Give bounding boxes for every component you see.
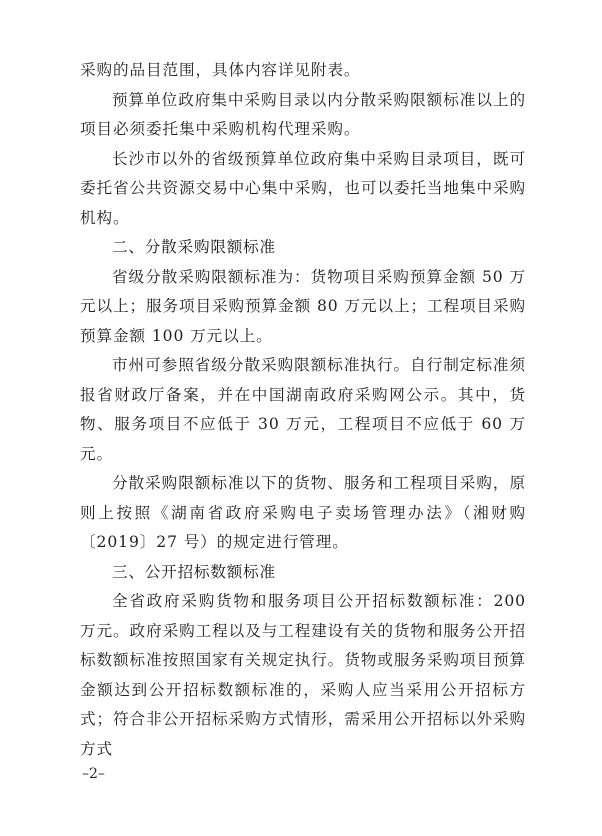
paragraph-4: 省级分散采购限额标准为：货物项目采购预算金额 50 万元以上；服务项目采购预算金额 80 万元以上；工程项目采购预算金额 100 万元以上。 xyxy=(80,267,526,345)
section-heading-2: 二、分散采购限额标准 xyxy=(112,238,276,256)
paragraph-7: 全省政府采购货物和服务项目公开招标数额标准：200 万元。政府采购工程以及与工程建设有关的货物和服务公开招标数额标准按照国家有关规定执行。货物或服务采购项目预算金额达到公开招标数额标准的，采购人应当采用公开招标方式；符合非公开招标采购方式情形，需采用公开招标以外采购方式 xyxy=(80,592,526,758)
paragraph-2: 预算单位政府集中采购目录以内分散采购限额标准以上的项目必须委托集中采购机构代理采购。 xyxy=(80,90,526,138)
section-heading-3: 三、公开招标数额标准 xyxy=(112,562,276,581)
page-number: –2– xyxy=(82,766,105,782)
paragraph-5: 市州可参照省级分散采购限额标准执行。自行制定标准须报省财政厅备案，并在中国湖南政府采购网公示。其中，货物、服务项目不应低于 30 万元，工程项目不应低于 60 万元。 xyxy=(80,356,526,463)
paragraph-1: 采购的品目范围，具体内容详见附表。 xyxy=(80,61,361,79)
paragraph-3: 长沙市以外的省级预算单位政府集中采购目录项目，既可委托省公共资源交易中心集中采购，也可以委托当地集中采购机构。 xyxy=(80,149,526,227)
paragraph-6: 分散采购限额标准以下的货物、服务和工程项目采购，原则上按照《湖南省政府采购电子卖场管理办法》（湘财购〔2019〕27 号）的规定进行管理。 xyxy=(80,474,526,551)
document-body xyxy=(80,56,526,764)
